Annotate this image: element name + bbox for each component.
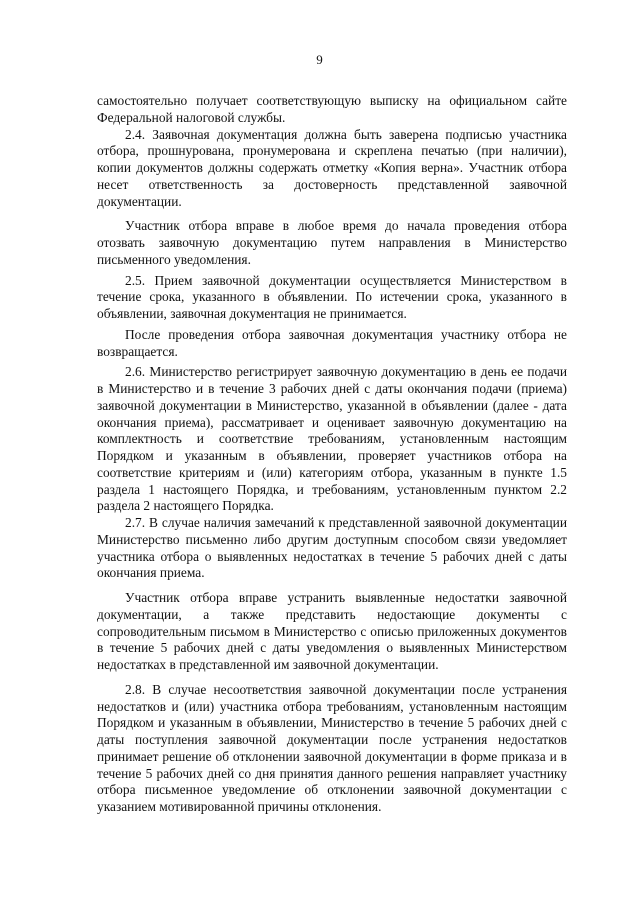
paragraph-remedy: Участник отбора вправе устранить выявленные недостатки заявочной документации, а также представить недостающие документы с сопроводительным письмом в Министерство с описью приложенных документов в течение 5 рабочих дней с даты уведомления о выявленных Министерством недостатках в представленной им заявочной документации. — [97, 590, 567, 672]
paragraph-continuation: самостоятельно получает соответствующую выписку на официальном сайте Федеральной налоговой службы. — [97, 93, 567, 125]
document-body — [97, 93, 567, 820]
paragraph-2-7: 2.7. В случае наличия замечаний к представленной заявочной документации Министерство письменно либо другим доступным способом связи уведомляет участника отбора о выявленных недостатках в течение 5 рабочих дней с даты окончания приема. — [97, 515, 567, 581]
paragraph-2-4: 2.4. Заявочная документация должна быть заверена подписью участника отбора, прошнурована, пронумерована и скреплена печатью (при наличии), копии документов должны содержать отметку «Копия верна». Участник отбора несет ответственность за достоверность представленной заявочной документации. — [97, 126, 567, 209]
paragraph-2-5: 2.5. Прием заявочной документации осуществляется Министерством в течение срока, указанного в объявлении. По истечении срока, указанного в объявлении, заявочная документация не принимается. — [97, 272, 567, 321]
paragraph-withdrawal: Участник отбора вправе в любое время до начала проведения отбора отозвать заявочную документацию путем направления в Министерство письменного уведомления. — [97, 218, 567, 267]
paragraph-no-return: После проведения отбора заявочная документация участнику отбора не возвращается. — [97, 326, 567, 359]
paragraph-2-6: 2.6. Министерство регистрирует заявочную документацию в день ее подачи в Министерство и в течение 3 рабочих дней с даты окончания подачи (приема) заявочной документации в Министерство, указанной в объявлении (далее - дата окончания приема), рассматривает и оценивает заявочную документацию на комплектность и соответствие требованиям, установленным настоящим Порядком и указанным в объявлении, проверяет участников отбора на соответствие критериям и (или) категориям отбора, указанным в пункте 1.5 раздела 1 настоящего Порядка, и требованиям, установленным пунктом 2.2 раздела 2 настоящего Порядка. — [97, 364, 567, 514]
page-number: 9 — [316, 52, 323, 67]
paragraph-2-8: 2.8. В случае несоответствия заявочной документации после устранения недостатков и (или) участника отбора требованиям, установленным настоящим Порядком и указанным в объявлении, Министерство в течение 5 рабочих дней с даты поступления заявочной документации после устранения недостатков принимает решение об отклонении заявочной документации в форме приказа и в течение 5 рабочих дней со дня принятия данного решения направляет участнику отбора письменное уведомление об отклонении заявочной документации с указанием мотивированной причины отклонения. — [97, 681, 567, 814]
